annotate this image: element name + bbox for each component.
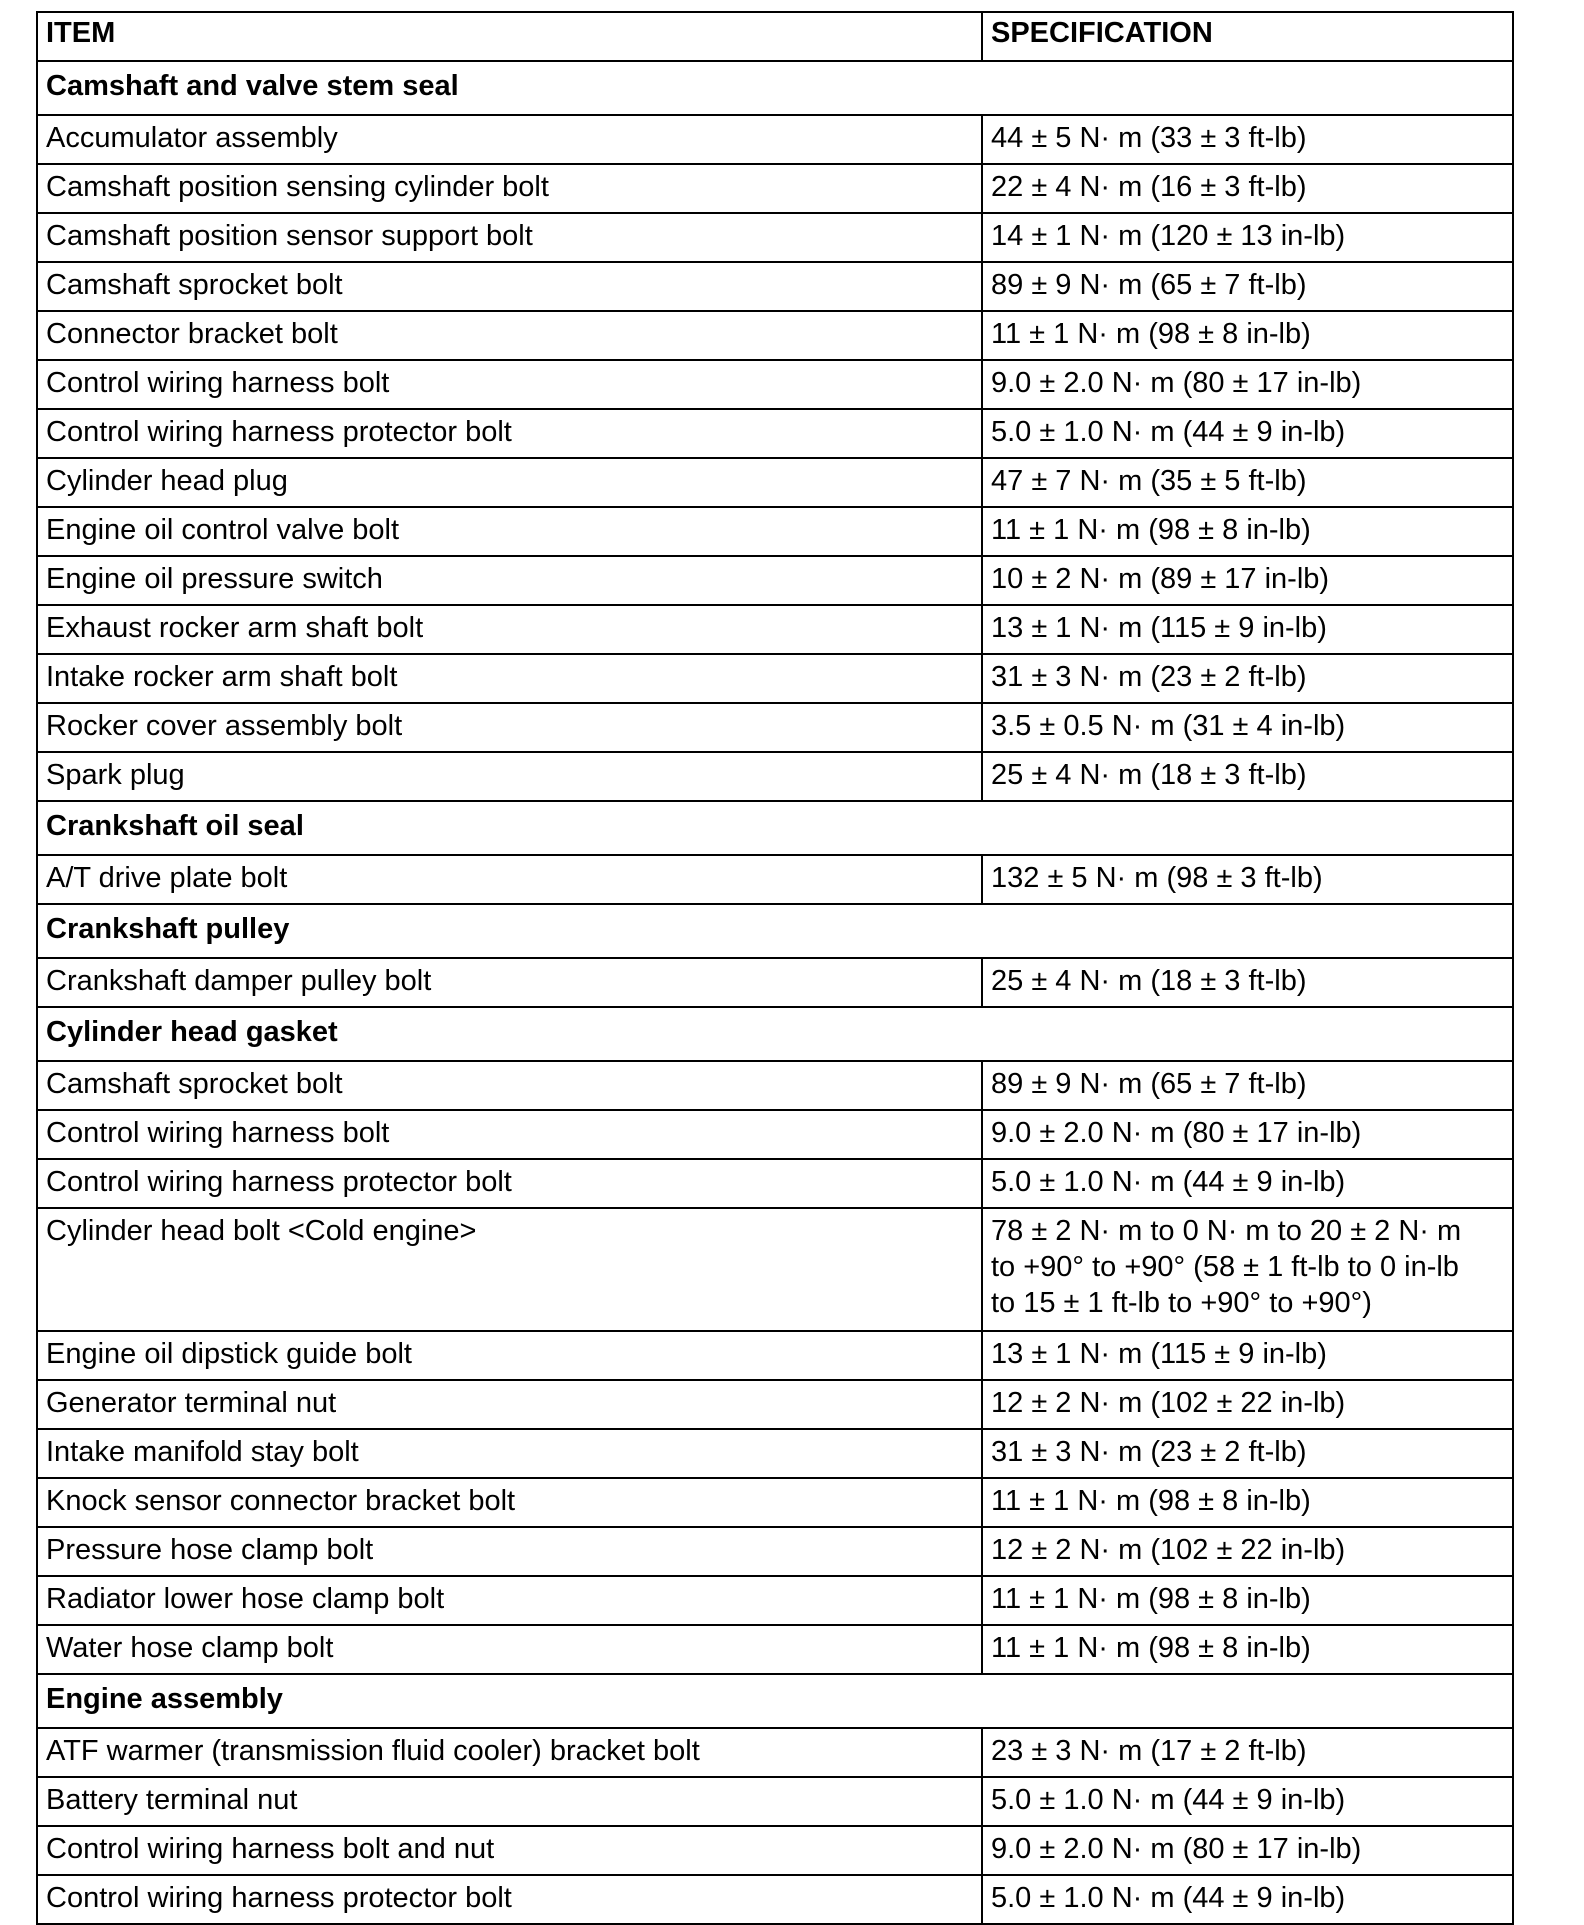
table-row [37,1478,1513,1527]
section-row [37,904,1513,958]
specification-cell: 47 ± 7 N· m (35 ± 5 ft-lb) [982,458,1513,507]
table-row [37,115,1513,164]
specification-line: to 15 ± 1 ft-lb to +90° to +90°) [991,1287,1372,1319]
table-row [37,1728,1513,1777]
item-cell: Control wiring harness bolt [37,360,982,409]
item-cell: Pressure hose clamp bolt [37,1527,982,1576]
table-row [37,311,1513,360]
specification-cell: 9.0 ± 2.0 N· m (80 ± 17 in-lb) [982,1110,1513,1159]
specification-cell: 14 ± 1 N· m (120 ± 13 in-lb) [982,213,1513,262]
specification-cell: 23 ± 3 N· m (17 ± 2 ft-lb) [982,1728,1513,1777]
column-header-item: ITEM [37,12,982,61]
table-row [37,1159,1513,1208]
item-cell: Control wiring harness protector bolt [37,1159,982,1208]
specification-cell: 5.0 ± 1.0 N· m (44 ± 9 in-lb) [982,409,1513,458]
table-row [37,1875,1513,1924]
specification-cell: 5.0 ± 1.0 N· m (44 ± 9 in-lb) [982,1875,1513,1924]
table-body [37,61,1513,1924]
specification-cell: 44 ± 5 N· m (33 ± 3 ft-lb) [982,115,1513,164]
table-row [37,855,1513,904]
item-cell: Connector bracket bolt [37,311,982,360]
item-cell: Radiator lower hose clamp bolt [37,1576,982,1625]
item-cell: Camshaft position sensor support bolt [37,213,982,262]
table-row [37,164,1513,213]
section-row [37,61,1513,115]
table-row [37,262,1513,311]
specification-cell: 132 ± 5 N· m (98 ± 3 ft-lb) [982,855,1513,904]
section-title: Camshaft and valve stem seal [37,61,1513,115]
specification-cell: 25 ± 4 N· m (18 ± 3 ft-lb) [982,958,1513,1007]
item-cell: Rocker cover assembly bolt [37,703,982,752]
item-cell: Accumulator assembly [37,115,982,164]
table-row [37,703,1513,752]
section-title: Cylinder head gasket [37,1007,1513,1061]
item-cell: Engine oil dipstick guide bolt [37,1331,982,1380]
specification-line: 78 ± 2 N· m to 0 N· m to 20 ± 2 N· m [991,1215,1462,1247]
item-cell: Knock sensor connector bracket bolt [37,1478,982,1527]
item-cell: Camshaft sprocket bolt [37,1061,982,1110]
table-header-row [37,12,1513,61]
table-row [37,1331,1513,1380]
specification-cell: 9.0 ± 2.0 N· m (80 ± 17 in-lb) [982,360,1513,409]
item-cell: Spark plug [37,752,982,801]
table-row [37,556,1513,605]
table-row [37,1110,1513,1159]
table-row [37,605,1513,654]
table-row [37,458,1513,507]
item-cell: Cylinder head plug [37,458,982,507]
item-cell: Camshaft sprocket bolt [37,262,982,311]
specification-cell: 3.5 ± 0.5 N· m (31 ± 4 in-lb) [982,703,1513,752]
specification-cell: 31 ± 3 N· m (23 ± 2 ft-lb) [982,654,1513,703]
section-title: Engine assembly [37,1674,1513,1728]
specification-cell: 9.0 ± 2.0 N· m (80 ± 17 in-lb) [982,1826,1513,1875]
specification-cell: 11 ± 1 N· m (98 ± 8 in-lb) [982,1625,1513,1674]
item-cell: Camshaft position sensing cylinder bolt [37,164,982,213]
table-row [37,213,1513,262]
specification-cell: 12 ± 2 N· m (102 ± 22 in-lb) [982,1380,1513,1429]
item-cell: Battery terminal nut [37,1777,982,1826]
specification-cell: 22 ± 4 N· m (16 ± 3 ft-lb) [982,164,1513,213]
specification-cell: 5.0 ± 1.0 N· m (44 ± 9 in-lb) [982,1777,1513,1826]
table-row [37,1576,1513,1625]
specification-line: to +90° to +90° (58 ± 1 ft-lb to 0 in-lb [991,1251,1459,1283]
section-row [37,1674,1513,1728]
specification-cell: 13 ± 1 N· m (115 ± 9 in-lb) [982,1331,1513,1380]
specification-cell: 31 ± 3 N· m (23 ± 2 ft-lb) [982,1429,1513,1478]
table-row [37,1527,1513,1576]
section-title: Crankshaft oil seal [37,801,1513,855]
table-row [37,409,1513,458]
item-cell: ATF warmer (transmission fluid cooler) bracket bolt [37,1728,982,1777]
table-row [37,1061,1513,1110]
section-row [37,1007,1513,1061]
table-row [37,1777,1513,1826]
item-cell: Exhaust rocker arm shaft bolt [37,605,982,654]
specification-cell: 11 ± 1 N· m (98 ± 8 in-lb) [982,1478,1513,1527]
table-row [37,1826,1513,1875]
specification-cell: 11 ± 1 N· m (98 ± 8 in-lb) [982,1576,1513,1625]
item-cell: Cylinder head bolt <Cold engine> [37,1208,982,1331]
table-row [37,1429,1513,1478]
table-row [37,654,1513,703]
specification-cell: 25 ± 4 N· m (18 ± 3 ft-lb) [982,752,1513,801]
section-title: Crankshaft pulley [37,904,1513,958]
table-row [37,1208,1513,1331]
specification-cell: 10 ± 2 N· m (89 ± 17 in-lb) [982,556,1513,605]
section-row [37,801,1513,855]
item-cell: Engine oil pressure switch [37,556,982,605]
item-cell: A/T drive plate bolt [37,855,982,904]
item-cell: Control wiring harness protector bolt [37,409,982,458]
specification-cell: 11 ± 1 N· m (98 ± 8 in-lb) [982,311,1513,360]
table-row [37,1380,1513,1429]
item-cell: Water hose clamp bolt [37,1625,982,1674]
specification-cell: 89 ± 9 N· m (65 ± 7 ft-lb) [982,1061,1513,1110]
item-cell: Control wiring harness bolt and nut [37,1826,982,1875]
column-header-specification: SPECIFICATION [982,12,1513,61]
item-cell: Generator terminal nut [37,1380,982,1429]
item-cell: Control wiring harness bolt [37,1110,982,1159]
item-cell: Engine oil control valve bolt [37,507,982,556]
item-cell: Intake manifold stay bolt [37,1429,982,1478]
specification-cell: 11 ± 1 N· m (98 ± 8 in-lb) [982,507,1513,556]
specification-cell: 5.0 ± 1.0 N· m (44 ± 9 in-lb) [982,1159,1513,1208]
torque-spec-table [36,11,1514,1925]
specification-cell [982,1208,1513,1331]
specification-cell: 13 ± 1 N· m (115 ± 9 in-lb) [982,605,1513,654]
table-row [37,360,1513,409]
item-cell: Intake rocker arm shaft bolt [37,654,982,703]
table-row [37,958,1513,1007]
item-cell: Crankshaft damper pulley bolt [37,958,982,1007]
table-row [37,752,1513,801]
specification-cell: 12 ± 2 N· m (102 ± 22 in-lb) [982,1527,1513,1576]
item-cell: Control wiring harness protector bolt [37,1875,982,1924]
specification-cell: 89 ± 9 N· m (65 ± 7 ft-lb) [982,262,1513,311]
table-row [37,507,1513,556]
table-row [37,1625,1513,1674]
